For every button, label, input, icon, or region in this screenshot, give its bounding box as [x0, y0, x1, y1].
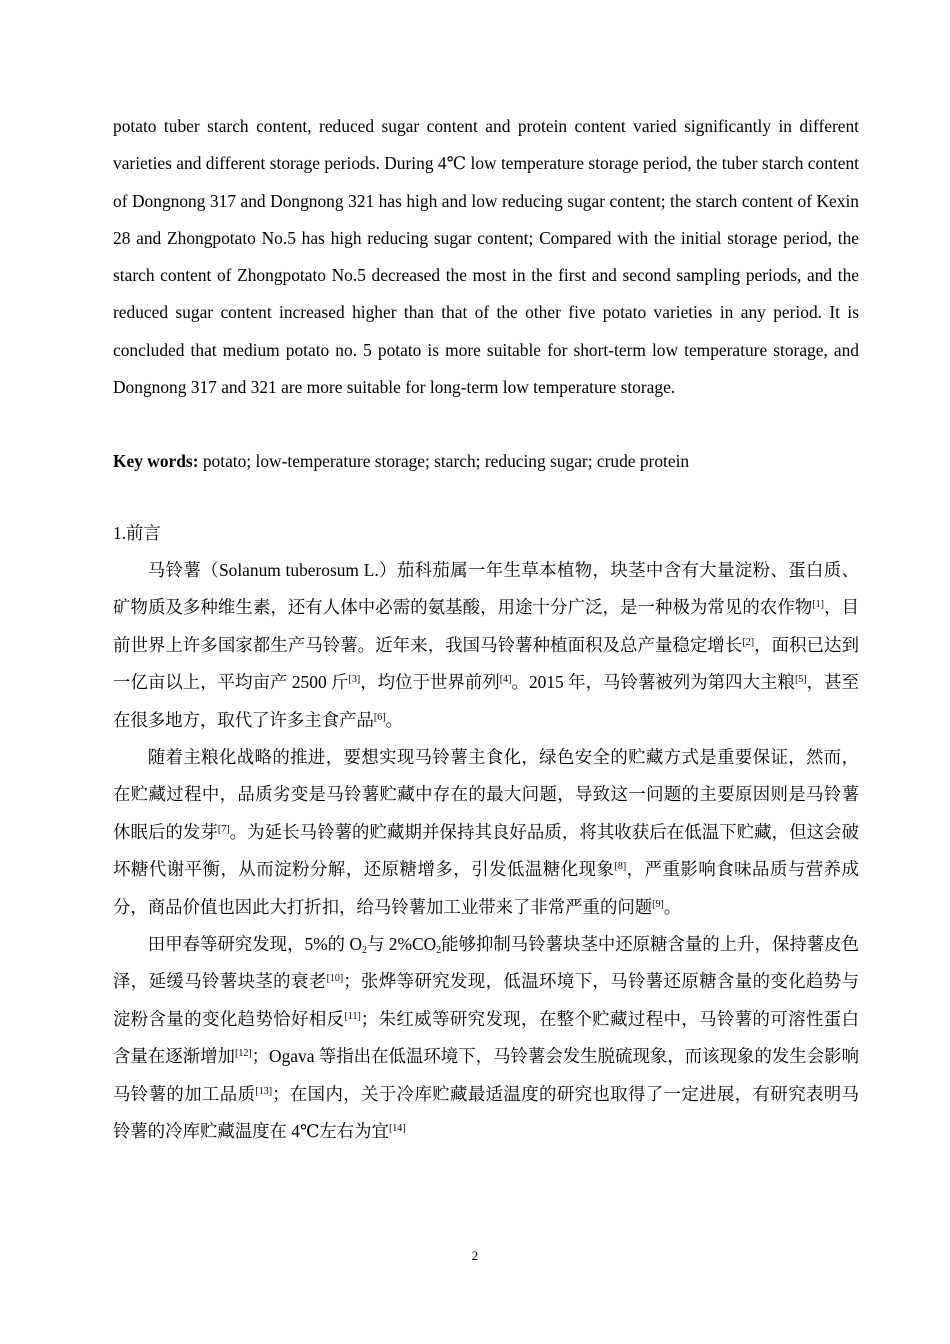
keywords-line [113, 443, 859, 480]
keywords-label: Key words: [113, 451, 199, 471]
citation: [7] [217, 823, 230, 835]
citation: [11] [344, 1010, 361, 1022]
citation: [12] [234, 1048, 252, 1060]
section-heading: 1.前言 [113, 523, 161, 543]
citation: [4] [499, 674, 512, 686]
citation: [10] [326, 973, 344, 985]
keywords-text: potato; low-temperature storage; starch; reducing sugar; crude protein [198, 451, 690, 471]
citation: [2] [742, 636, 755, 648]
citation: [5] [794, 674, 807, 686]
introduction-body [113, 552, 859, 1151]
subscript: 2 [362, 945, 368, 957]
intro-paragraph-1: 马铃薯（Solanum tuberosum L.）茄科茄属一年生草本植物，块茎中含有大量淀粉、蛋白质、矿物质及多种维生素，还有人体中必需的氨基酸，用途十分广泛，是一种极为常见的农作物[1]，目前世界上许多国家都生产马铃薯。近年来，我国马铃薯种植面积及总产量稳定增长[2]，面积已达到一亿亩以上，平均亩产 2500 斤[3]，均位于世界前列[4]。2015 年，马铃薯被列为第四大主粮[5]，甚至在很多地方，取代了许多主食产品[6]。 [113, 560, 859, 730]
abstract-english [113, 108, 859, 406]
citation: [3] [348, 674, 361, 686]
page-number: 2 [471, 1248, 479, 1263]
abstract-paragraph: potato tuber starch content, reduced sugar content and protein content varied significantly in different varieties and different storage periods. During 4℃ low temperature storage period, the tuber starch content of Dongnong 317 and Dongnong 321 has high and low reducing sugar content; the starch content of Kexin 28 and Zhongpotato No.5 has high reducing sugar content; Compared with the initial storage period, the starch content of Zhongpotato No.5 decreased the most in the first and second sampling periods, and the reduced sugar content increased higher than that of the other five potato varieties in any period. It is concluded that medium potato no. 5 potato is more suitable for short-term low temperature storage, and Dongnong 317 and 321 are more suitable for long-term low temperature storage. [113, 116, 859, 398]
citation: [9] [652, 898, 664, 910]
intro-paragraph-2: 随着主粮化战略的推进，要想实现马铃薯主食化，绿色安全的贮藏方式是重要保证，然而，在贮藏过程中，品质劣变是马铃薯贮藏中存在的最大问题，导致这一问题的主要原因则是马铃薯休眠后的发芽[7]。为延长马铃薯的贮藏期并保持其良好品质，将其收获后在低温下贮藏，但这会破坏糖代谢平衡，从而淀粉分解，还原糖增多，引发低温糖化现象[8]，严重影响食味品质与营养成分，商品价值也因此大打折扣，给马铃薯加工业带来了非常严重的问题[9]。 [113, 747, 859, 917]
citation: [1] [812, 599, 825, 611]
subscript: 2 [436, 945, 442, 957]
citation: [6] [373, 711, 386, 723]
intro-paragraph-3: 田甲春等研究发现，5%的 $O_2$与 $2\%CO_2$能够抑制马铃薯块茎中还原糖含量的上升，保持薯皮色泽，延缓马铃薯块茎的衰老[10]；张烨等研究发现，低温环境下，马铃薯还原糖含量的变化趋势与淀粉含量的变化趋势恰好相反[11]；朱红威等研究发现，在整个贮藏过程中，马铃薯的可溶性蛋白含量在逐渐增加[12]；Ogava 等指出在低温环境下，马铃薯会发生脱硫现象，而该现象的发生会影响马铃薯的加工品质[13]；在国内，关于冷库贮藏最适温度的研究也取得了一定进展，有研究表明马铃薯的冷库贮藏温度在 4℃左右为宜[14] [113, 934, 859, 1142]
citation: [14] [388, 1123, 406, 1135]
citation: [13] [255, 1085, 273, 1097]
citation: [8] [614, 861, 627, 873]
